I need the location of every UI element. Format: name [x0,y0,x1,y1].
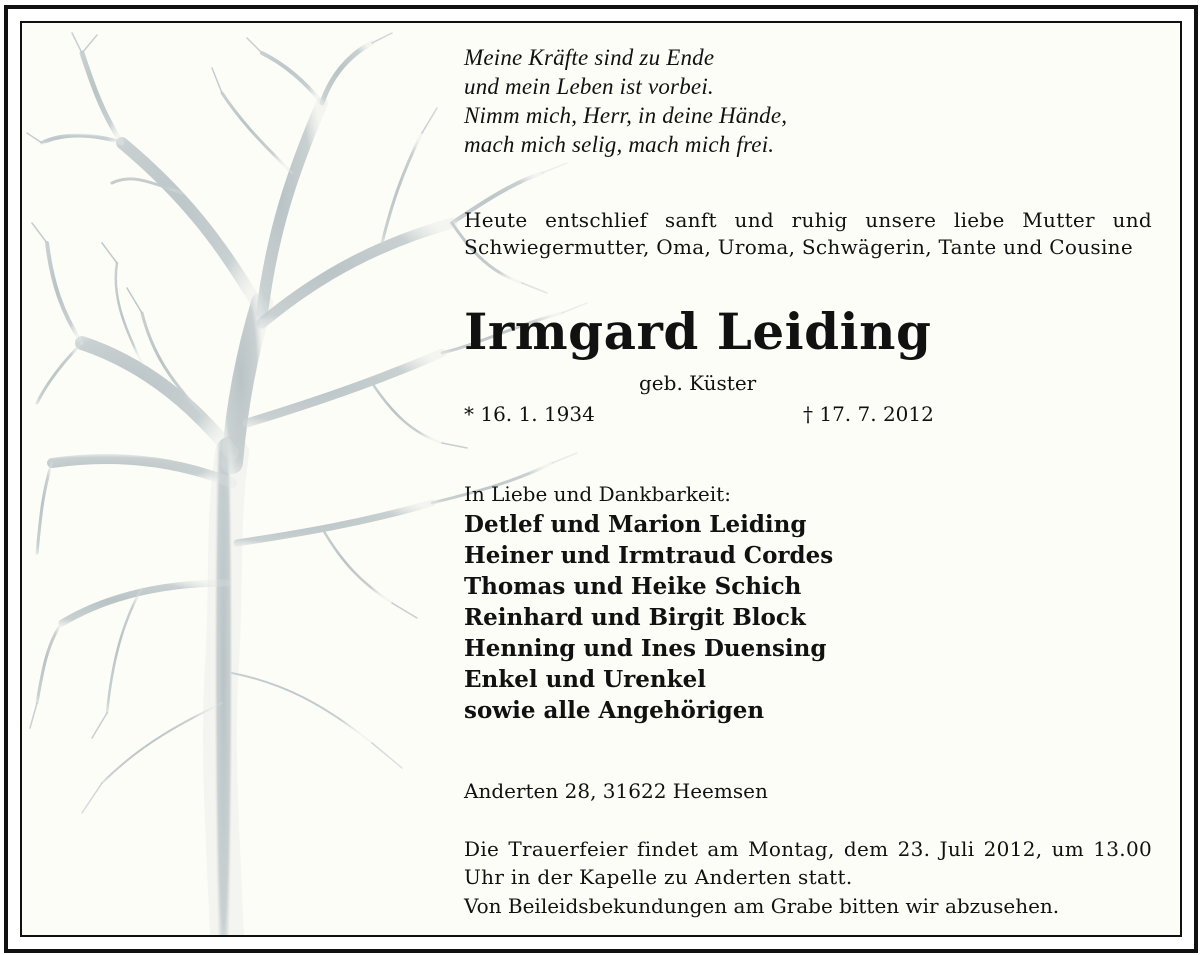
deceased-name: Irmgard Leiding [464,302,932,361]
outer-border [4,5,1198,953]
notice-panel [20,21,1182,937]
announcement-text: Heute entschlief sanft und ruhig unsere liebe Mutter und Schwiegermutter, Oma, Uroma, Schwägerin, Tante und Cousine [464,208,1152,259]
condolence-note: Von Beileidsbekundungen am Grabe bitten wir abzusehen. [464,894,1060,918]
maiden-name: geb. Küster [639,371,757,395]
death-date: † 17. 7. 2012 [803,402,934,426]
poem-line: Meine Kräfte sind zu Ende [464,45,715,70]
family-address: Anderten 28, 31622 Heemsen [464,779,768,803]
poem-line: mach mich selig, mach mich frei. [464,132,775,157]
mourner-entry: Thomas und Heike Schich [464,573,802,600]
memorial-poem [464,43,787,159]
mourner-entry: Detlef und Marion Leiding [464,511,807,538]
mourner-entry: sowie alle Angehörigen [464,697,765,724]
funeral-service-info: Die Trauerfeier findet am Montag, dem 23. Juli 2012, um 13.00 Uhr in der Kapelle zu Anderten statt. [464,837,1152,889]
mourner-entry: Heiner und Irmtraud Cordes [464,542,834,569]
mourner-entry: Henning und Ines Duensing [464,635,827,662]
mourner-entry: Reinhard und Birgit Block [464,604,806,631]
poem-line: und mein Leben ist vorbei. [464,74,714,99]
thanks-line: In Liebe und Dankbarkeit: [464,482,731,506]
mourner-entry: Enkel und Urenkel [464,666,706,693]
poem-line: Nimm mich, Herr, in deine Hände, [464,103,788,128]
birth-date: * 16. 1. 1934 [464,402,595,426]
mourners-list [464,509,833,726]
